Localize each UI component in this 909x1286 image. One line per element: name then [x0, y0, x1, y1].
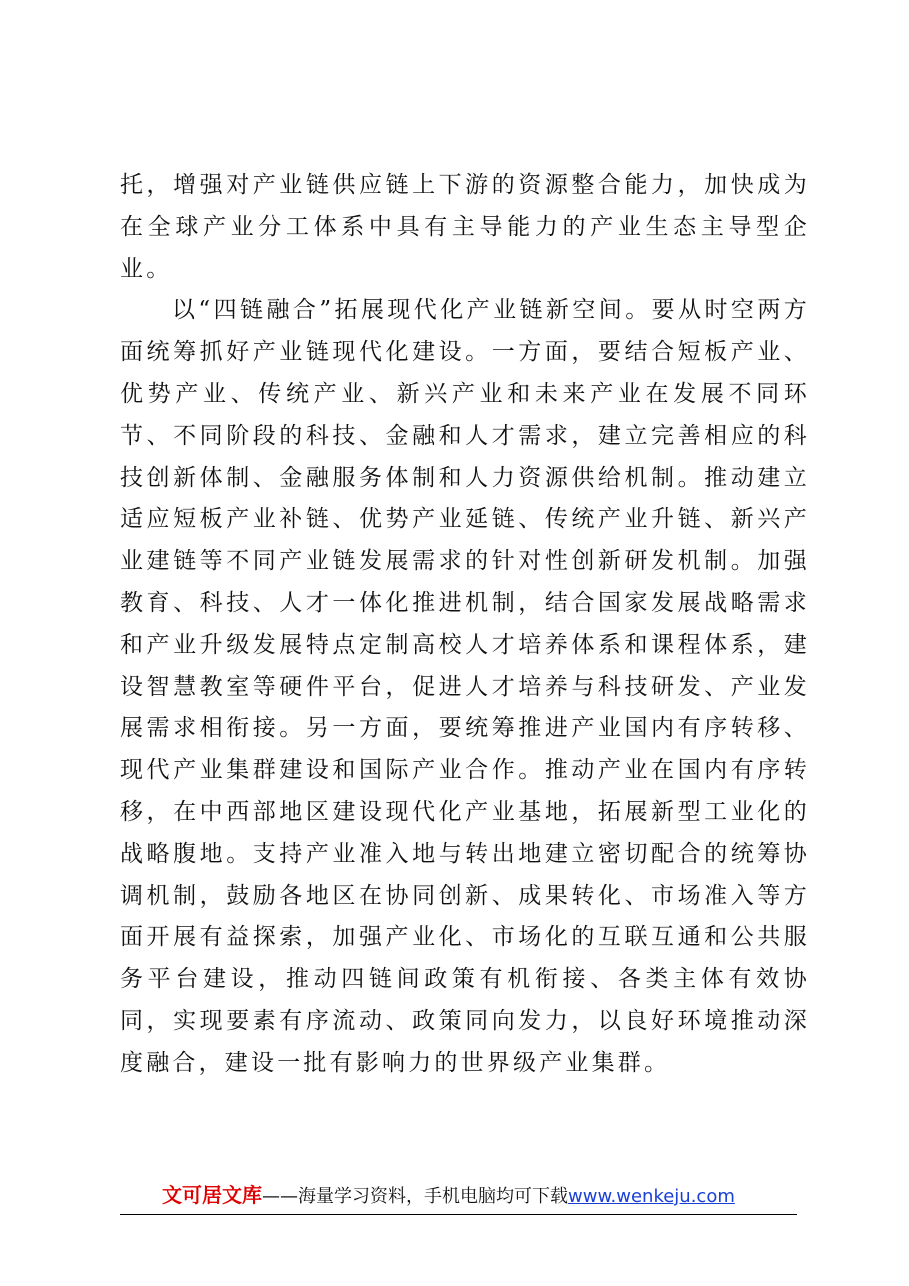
- footer-website-link[interactable]: www.wenkeju.com: [568, 1186, 735, 1207]
- footer-banner: [162, 1184, 735, 1208]
- paragraph-four-chain-integration: 以“四链融合”拓展现代化产业链新空间。要从时空两方面统筹抓好产业链现代化建设。一方面，要结合短板产业、优势产业、传统产业、新兴产业和未来产业在发展不同环节、不同阶段的科技、金融和人才需求，建立完善相应的科技创新体制、金融服务体制和人力资源供给机制。推动建立适应短板产业补链、优势产业延链、传统产业升链、新兴产业建链等不同产业链发展需求的针对性创新研发机制。加强教育、科技、人才一体化推进机制，结合国家发展战略需求和产业升级发展特点定制高校人才培养体系和课程体系，建设智慧教室等硬件平台，促进人才培养与科技研发、产业发展需求相衔接。另一方面，要统筹推进产业国内有序转移、现代产业集群建设和国际产业合作。推动产业在国内有序转移，在中西部地区建设现代化产业基地，拓展新型工业化的战略腹地。支持产业准入地与转出地建立密切配合的统筹协调机制，鼓励各地区在协同创新、成果转化、市场准入等方面开展有益探索，加强产业化、市场化的互联互通和公共服务平台建设，推动四链间政策有机衔接、各类主体有效协同，实现要素有序流动、政策同向发力，以良好环境推动深度融合，建设一批有影响力的世界级产业集群。: [120, 297, 810, 1076]
- page-footer: [120, 1180, 797, 1215]
- footer-slogan: ——海量学习资料，手机电脑均可下载: [262, 1186, 568, 1207]
- paragraph-continuation: 托，增强对产业链供应链上下游的资源整合能力，加快成为在全球产业分工体系中具有主导能力的产业生态主导型企业。: [120, 172, 810, 282]
- footer-brand: 文可居文库: [162, 1183, 262, 1207]
- document-body: [120, 165, 810, 1085]
